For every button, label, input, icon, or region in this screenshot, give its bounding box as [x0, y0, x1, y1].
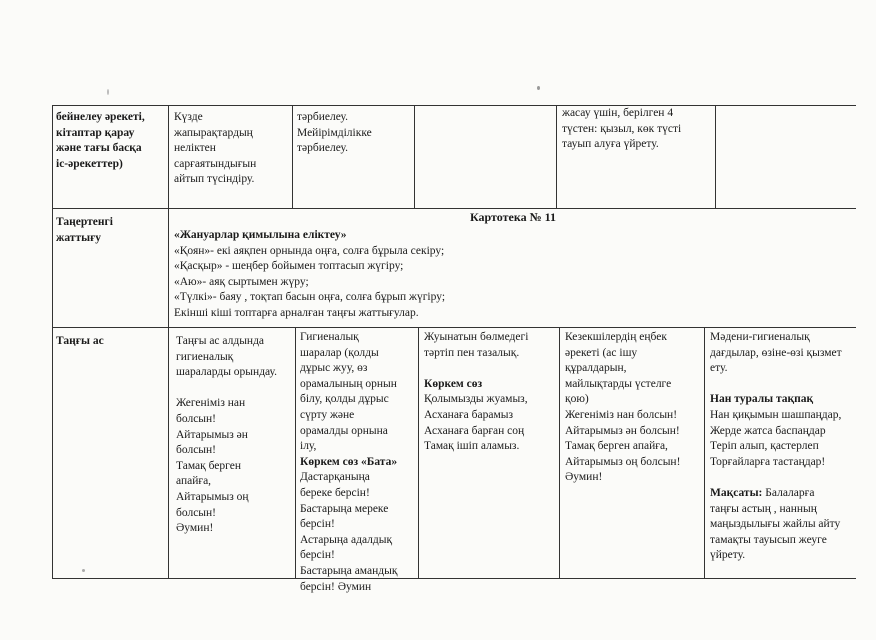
row1-col4: жасау үшін, берілген 4 түстен: қызыл, көк түсті тауып алуға үйрету.: [562, 107, 682, 151]
row3-col2: Гигиеналық шаралар (қолды дұрыс жуу, өз орамалының орнын білу, қолды дұрыс сүрту және орамалды орнына ілу, Көркем сөз «Бата» Дастарқаныңа береке берсін! Бастарыңа мереке берсін! Астарыңа адалдық берсін! Бастарыңа амандық берсін! Әумин: [300, 331, 398, 593]
column-divider-5: [715, 105, 716, 208]
exercise-heading: «Жануарлар қимылына еліктеу»: [174, 229, 347, 241]
exercise-list: «Жануарлар қимылына еліктеу» «Қоян»- екі аяқпен орнында оңға, солға бұрыла секіру; «Қасқыр» - шеңбер бойымен топтасып жүгіру; «Аю»- аяқ сыртымен жүру; «Түлкі»- баяу , тоқтап басын оңға, солға бұрып жүгіру; Екінші кіші топтарға арналған таңғы жаттығулар.: [174, 229, 446, 319]
goal-label: Мақсаты:: [710, 486, 763, 499]
row-divider-1: [52, 208, 856, 209]
column-divider-4: [556, 105, 557, 208]
table-left-border: [52, 105, 53, 578]
column-divider-4b: [559, 327, 560, 578]
bata-heading: Көркем сөз «Бата»: [300, 455, 398, 468]
column-divider-3: [414, 105, 415, 208]
scan-speck: [537, 86, 540, 90]
scan-speck: [82, 569, 85, 572]
column-divider-2: [292, 105, 293, 208]
column-divider-5b: [704, 327, 705, 578]
row-divider-2: [52, 327, 856, 328]
column-divider-2b: [295, 327, 296, 578]
korkem-soz-heading: Көркем сөз: [424, 377, 483, 390]
column-divider-3b: [418, 327, 419, 578]
row3-col3: Жуынатын бөлмедегі тәртіп пен тазалық. Көркем сөз Қолымызды жуамыз, Асханаға барамыз Асханаға барған соң Тамақ ішіп аламыз.: [424, 331, 529, 453]
row3-col4: Кезекшілердің еңбек әрекеті (ас ішу құралдарын, майлықтарды үстелге қою) Жегеніміз нан болсын! Айтарымыз ән болсын! Тамақ берген апайға, Айтарымыз оң болсын! Әумин!: [565, 331, 681, 484]
row3-col1: Таңғы ас алдында гигиеналық шараларды орындау. Жегеніміз нан болсын! Айтарымыз ән болсын! Тамақ берген апайға, Айтарымыз оң болсын! Әумин!: [176, 335, 278, 535]
row1-col2: тәрбиелеу. Мейірімділікке тәрбиелеу.: [297, 111, 372, 155]
row2-label: Таңертенгі жаттығу: [56, 216, 113, 244]
row1-col1: Күзде жапырақтардың неліктен сарғаятындығын айтып түсіндіру.: [174, 111, 257, 186]
table-top-border: [52, 105, 856, 106]
scan-speck: [107, 89, 109, 95]
row3-label: Таңғы ас: [56, 335, 104, 347]
table-bottom-border: [52, 578, 856, 579]
row3-col5: Мәдени-гигиеналық дағдылар, өзіне-өзі қызмет ету. Нан туралы тақпақ Нан қиқымын шашпаңдар, Жерде жатса баспаңдар Теріп алып, қастерлеп Торғайларға тастаңдар! Мақсаты: Балаларға таңғы астың , нанның маңыздылығы жайлы айту тамақты тауысып жеуге үйрету.: [710, 331, 842, 562]
bread-poem-heading: Нан туралы тақпақ: [710, 393, 814, 406]
label-column-divider: [168, 105, 169, 578]
row1-label: бейнелеу әрекеті, кітаптар қарау және тағы басқа іс-әрекеттер): [56, 111, 145, 170]
card-title: Картотека № 11: [470, 210, 556, 224]
